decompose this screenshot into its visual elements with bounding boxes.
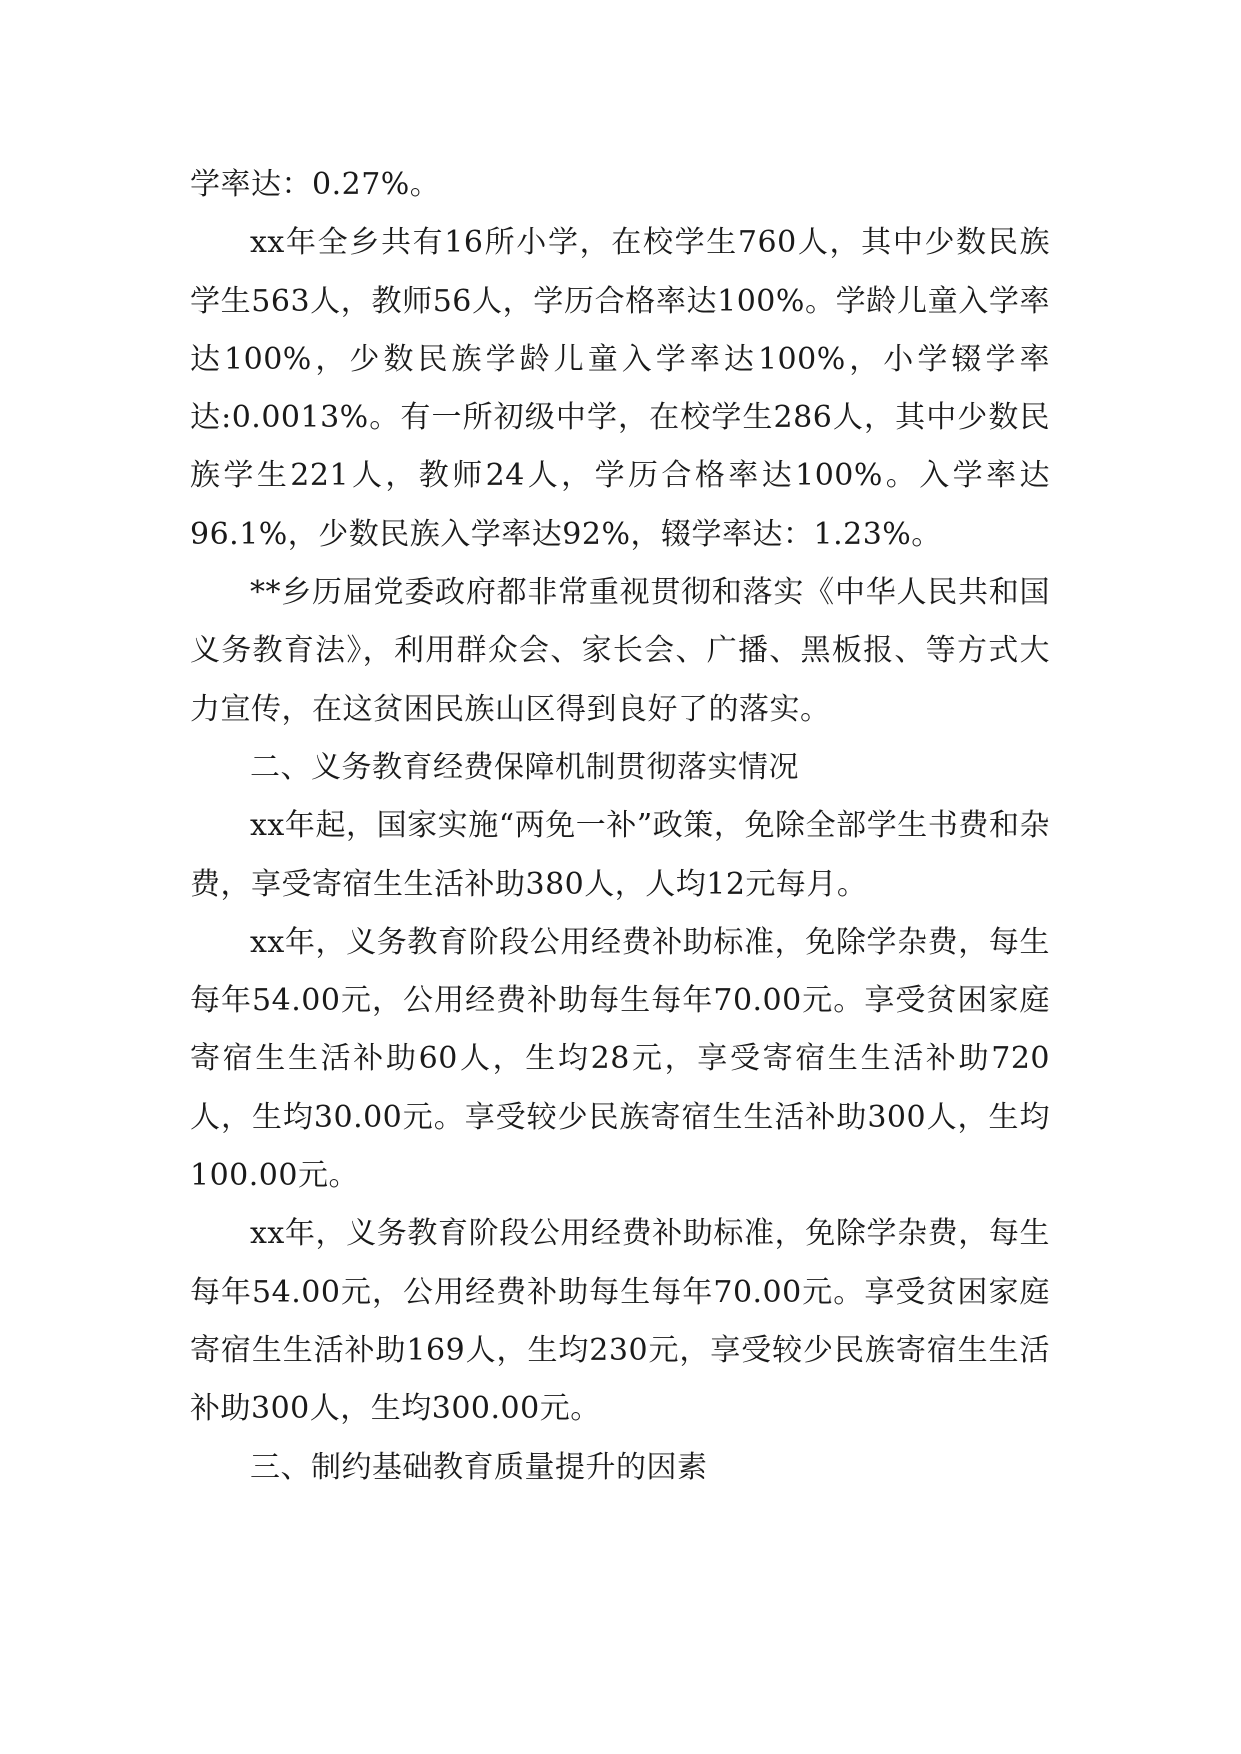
paragraph-two-exemptions: xx年起，国家实施“两免一补”政策，免除全部学生书费和杂费，享受寄宿生生活补助380人，人均12元每月。 <box>190 808 1050 902</box>
section-heading-funding: 二、义务教育经费保障机制贯彻落实情况 <box>250 749 799 785</box>
paragraph-funding-year-a: xx年，义务教育阶段公用经费补助标准，免除学杂费，每生每年54.00元，公用经费补助每生每年70.00元。享受贫困家庭寄宿生生活补助60人，生均28元，享受寄宿生生活补助720人，生均30.00元。享受较少民族寄宿生生活补助300人，生均100.00元。 <box>190 924 1050 1194</box>
paragraph-school-statistics: xx年全乡共有16所小学，在校学生760人，其中少数民族学生563人，教师56人，学历合格率达100%。学龄儿童入学率达100%，少数民族学龄儿童入学率达100%，小学辍学率达:0.0013%。有一所初级中学，在校学生286人，其中少数民族学生221人，教师24人，学历合格率达100%。入学率达96.1%，少数民族入学率达92%，辍学率达：1.23%。 <box>190 225 1050 552</box>
document-body <box>190 156 1050 1497</box>
paragraph-education-law: **乡历届党委政府都非常重视贯彻和落实《中华人民共和国义务教育法》，利用群众会、家长会、广播、黑板报、等方式大力宣传，在这贫困民族山区得到良好了的落实。 <box>190 575 1050 727</box>
paragraph-funding-year-b: xx年，义务教育阶段公用经费补助标准，免除学杂费，每生每年54.00元，公用经费补助每生每年70.00元。享受贫困家庭寄宿生生活补助169人，生均230元，享受较少民族寄宿生生活补助300人，生均300.00元。 <box>190 1216 1050 1427</box>
paragraph-continuation: 学率达：0.27%。 <box>190 167 441 202</box>
section-heading-constraints: 三、制约基础教育质量提升的因素 <box>250 1449 708 1485</box>
